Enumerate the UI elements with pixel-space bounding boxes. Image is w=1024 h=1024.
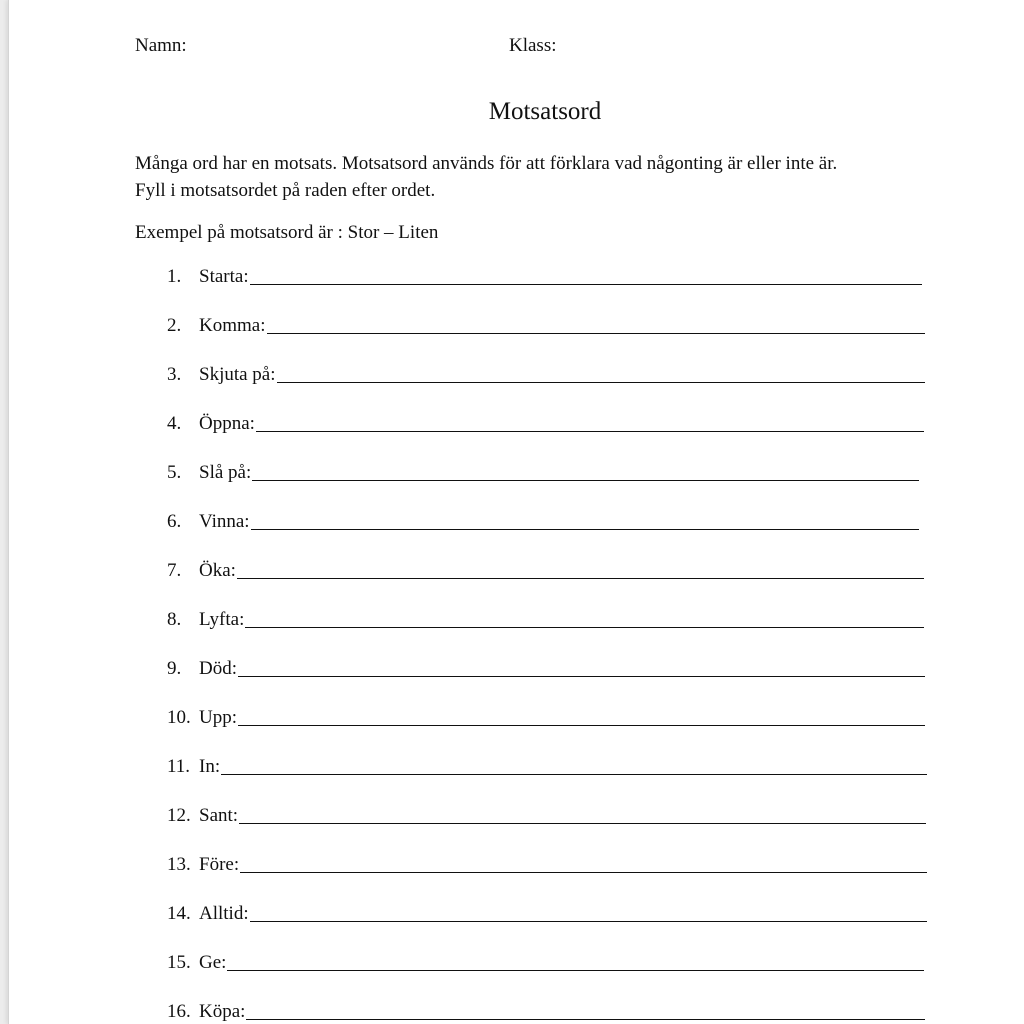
answer-line[interactable]	[267, 313, 926, 334]
exercise-word: Vinna:	[199, 511, 250, 532]
exercise-item	[167, 850, 927, 876]
document-page	[8, 0, 1024, 1024]
exercise-word: Starta:	[199, 266, 249, 287]
exercise-number: 13.	[167, 854, 191, 875]
answer-line[interactable]	[240, 852, 927, 873]
exercise-word: Ge:	[199, 952, 227, 973]
class-label: Klass:	[509, 35, 557, 56]
answer-line[interactable]	[256, 411, 924, 432]
exercise-number: 1.	[167, 266, 182, 287]
name-label: Namn:	[135, 35, 187, 56]
exercise-number: 16.	[167, 1001, 191, 1022]
answer-line[interactable]	[221, 754, 927, 775]
intro-line-1: Många ord har en motsats. Motsatsord används för att förklara vad någonting är eller inte är.	[135, 153, 838, 174]
exercise-word: Före:	[199, 854, 240, 875]
answer-line[interactable]	[238, 656, 925, 677]
exercise-item	[167, 262, 922, 288]
exercise-item	[167, 360, 925, 386]
exercise-number: 15.	[167, 952, 191, 973]
exercise-number: 11.	[167, 756, 191, 777]
exercise-number: 7.	[167, 560, 182, 581]
exercise-number: 12.	[167, 805, 191, 826]
answer-line[interactable]	[237, 558, 924, 579]
exercise-number: 14.	[167, 903, 191, 924]
exercise-word: Upp:	[199, 707, 237, 728]
exercise-number: 3.	[167, 364, 182, 385]
answer-line[interactable]	[251, 509, 919, 530]
exercise-number: 8.	[167, 609, 182, 630]
answer-line[interactable]	[227, 950, 924, 971]
example-text: Exempel på motsatsord är : Stor – Liten	[135, 222, 439, 243]
exercise-item	[167, 507, 919, 533]
exercise-item	[167, 752, 927, 778]
exercise-number: 4.	[167, 413, 182, 434]
exercise-item	[167, 997, 925, 1023]
exercise-word: In:	[199, 756, 221, 777]
answer-line[interactable]	[250, 901, 927, 922]
exercise-word: Öppna:	[199, 413, 255, 434]
exercise-number: 9.	[167, 658, 182, 679]
exercise-number: 10.	[167, 707, 191, 728]
exercise-item	[167, 654, 925, 680]
exercise-item	[167, 948, 924, 974]
answer-line[interactable]	[245, 607, 924, 628]
exercise-item	[167, 311, 925, 337]
exercise-word: Slå på:	[199, 462, 252, 483]
intro-paragraph	[135, 150, 955, 204]
exercise-word: Öka:	[199, 560, 236, 581]
exercise-item	[167, 409, 924, 435]
intro-line-2: Fyll i motsatsordet på raden efter ordet.	[135, 180, 436, 201]
exercise-item	[167, 556, 924, 582]
exercise-word: Död:	[199, 658, 237, 679]
exercise-item	[167, 458, 919, 484]
exercise-word: Skjuta på:	[199, 364, 276, 385]
exercise-word: Sant:	[199, 805, 239, 826]
exercise-number: 6.	[167, 511, 182, 532]
answer-line[interactable]	[246, 999, 925, 1020]
exercise-item	[167, 605, 924, 631]
exercise-word: Alltid:	[199, 903, 249, 924]
exercise-word: Komma:	[199, 315, 266, 336]
answer-line[interactable]	[239, 803, 926, 824]
exercise-word: Köpa:	[199, 1001, 246, 1022]
answer-line[interactable]	[250, 264, 922, 285]
exercise-number: 2.	[167, 315, 182, 336]
answer-line[interactable]	[238, 705, 925, 726]
exercise-item	[167, 801, 926, 827]
page-title: Motsatsord	[488, 98, 602, 125]
answer-line[interactable]	[277, 362, 925, 383]
exercise-item	[167, 899, 927, 925]
answer-line[interactable]	[252, 460, 919, 481]
exercise-word: Lyfta:	[199, 609, 245, 630]
exercise-item	[167, 703, 925, 729]
exercise-number: 5.	[167, 462, 182, 483]
